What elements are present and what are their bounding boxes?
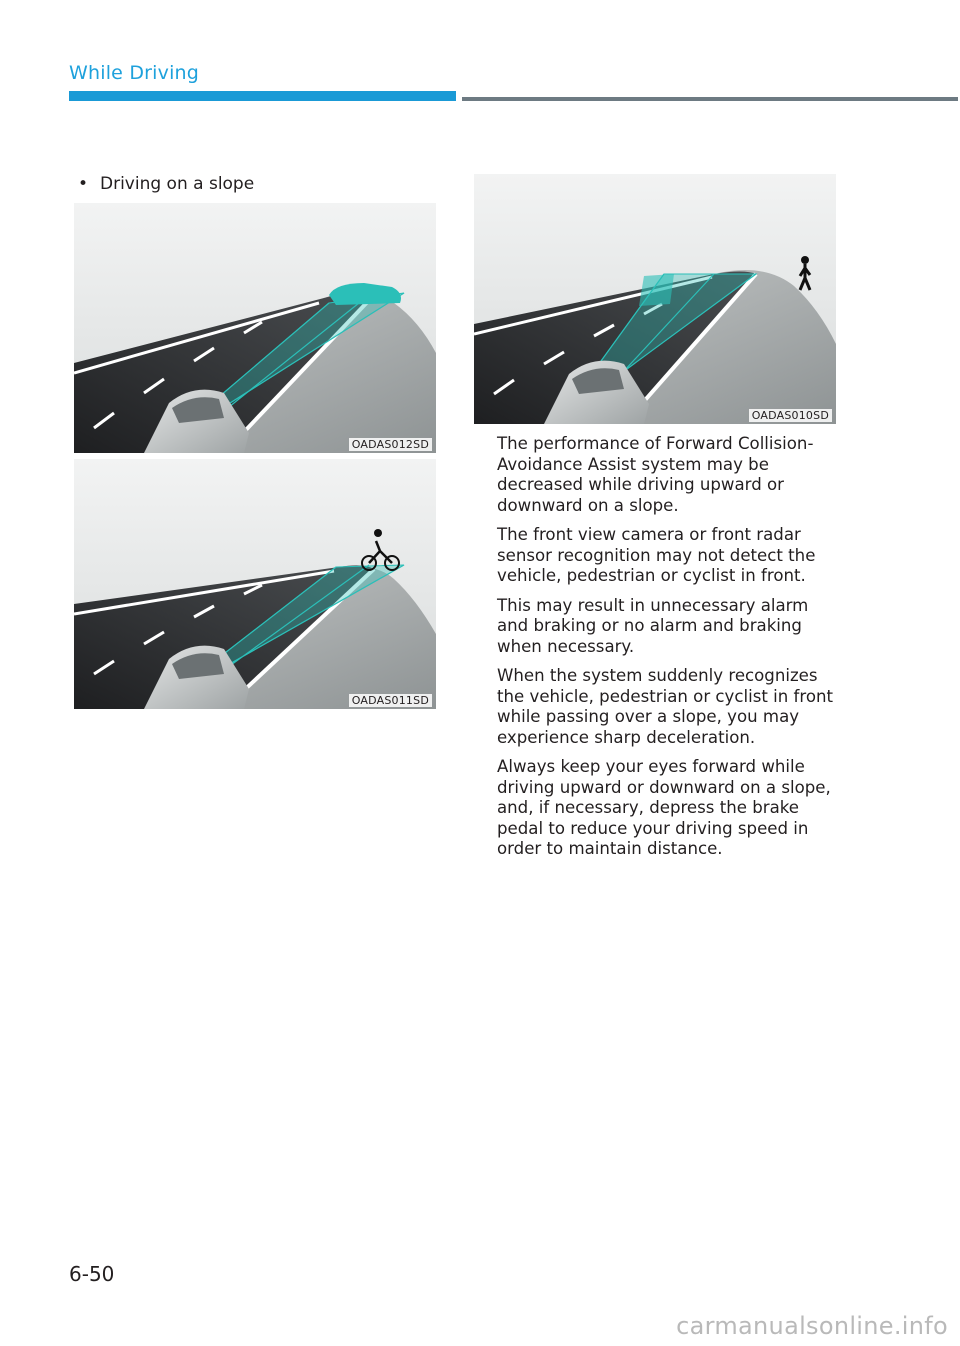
bullet-item <box>78 174 254 194</box>
figure-code: OADAS011SD <box>349 694 432 707</box>
paragraph: The performance of Forward Collision-Avoidance Assist system may be decreased while driving upward or downward on a slope. <box>497 434 814 515</box>
paragraph: Always keep your eyes forward while driving upward or downward on a slope, and, if necessary, depress the brake pedal to reduce your driving speed in order to maintain distance. <box>497 757 831 858</box>
figure-code: OADAS012SD <box>349 438 432 451</box>
page-number: 6-50 <box>69 1262 115 1286</box>
header-rule-blue <box>69 91 456 101</box>
illustration-car-on-slope <box>74 203 436 453</box>
illustration-cyclist-on-slope <box>74 459 436 709</box>
bullet-marker: • <box>78 174 89 194</box>
watermark: carmanualsonline.info <box>676 1312 948 1340</box>
paragraph: This may result in unnecessary alarm and braking or no alarm and braking when necessary. <box>497 595 809 656</box>
body-text <box>497 434 841 869</box>
paragraph: The front view camera or front radar sensor recognition may not detect the vehicle, pedestrian or cyclist in front. <box>497 525 816 585</box>
paragraph: When the system suddenly recognizes the vehicle, pedestrian or cyclist in front while passing over a slope, you may experience sharp deceleration. <box>497 666 834 747</box>
figure-code: OADAS010SD <box>749 409 832 422</box>
section-title: While Driving <box>69 62 200 84</box>
bullet-text: Driving on a slope <box>100 174 255 194</box>
header-rule-gray <box>462 97 958 101</box>
illustration-pedestrian-on-slope <box>474 174 836 424</box>
